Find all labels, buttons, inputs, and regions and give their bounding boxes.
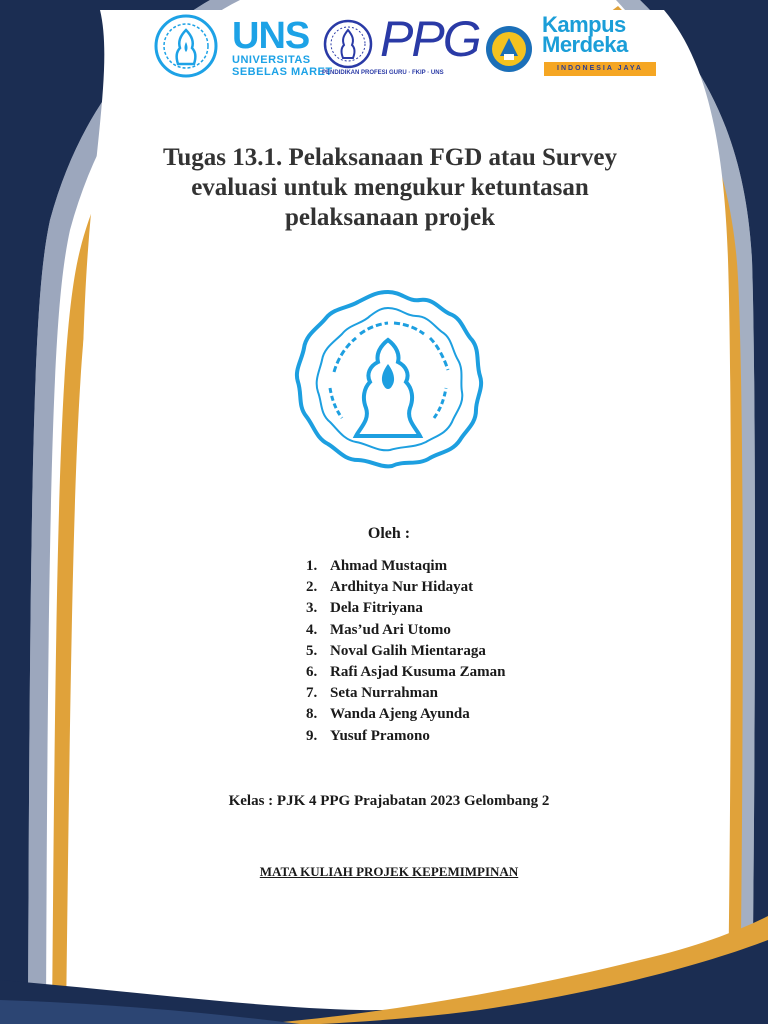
by-label: Oleh : <box>367 525 411 542</box>
list-item: 7. Seta Nurrahman <box>306 683 505 704</box>
title-line: evaluasi untuk mengukur ketuntasan <box>191 174 589 201</box>
kampus-merdeka-line1: Kampus <box>542 12 626 37</box>
member-list <box>306 556 505 747</box>
list-item: 5. Noval Galih Mientaraga <box>306 641 505 662</box>
kampus-merdeka-band: INDONESIA JAYA <box>544 62 656 76</box>
list-item: 6. Rafi Asjad Kusuma Zaman <box>306 662 505 683</box>
list-item: 9. Yusuf Pramono <box>306 726 505 747</box>
document-title <box>110 143 670 233</box>
uns-wordmark: UNS <box>232 15 310 57</box>
kampus-merdeka-line2: Merdeka <box>542 32 628 57</box>
ppg-seal-icon <box>322 18 374 70</box>
title-line: pelaksanaan projek <box>284 204 495 231</box>
university-seal-icon <box>290 288 486 470</box>
uns-subtitle: UNIVERSITAS SEBELAS MARET <box>232 54 333 78</box>
member-name: Yusuf Pramono <box>330 727 430 744</box>
class-info: Kelas : PJK 4 PPG Prajabatan 2023 Gelombang 2 <box>228 793 550 809</box>
member-name: Seta Nurrahman <box>330 685 438 702</box>
member-name: Rafi Asjad Kusuma Zaman <box>330 664 506 681</box>
kemendikbud-logo-icon <box>484 24 534 74</box>
member-name: Dela Fitriyana <box>330 600 423 617</box>
member-name: Ardhitya Nur Hidayat <box>330 579 474 596</box>
course-name: MATA KULIAH PROJEK KEPEMIMPINAN <box>259 864 519 879</box>
list-item: 4. Mas’ud Ari Utomo <box>306 620 505 641</box>
member-name: Ahmad Mustaqim <box>330 558 448 574</box>
title-line: Tugas 13.1. Pelaksanaan FGD atau Survey <box>162 144 618 171</box>
uns-seal-icon <box>144 12 228 80</box>
header-logo-strip <box>144 10 642 82</box>
member-name: Mas’ud Ari Utomo <box>330 621 451 638</box>
ppg-subtitle: PENDIDIKAN PROFESI GURU · FKIP · UNS <box>322 70 444 76</box>
list-item: 1. Ahmad Mustaqim <box>306 556 505 577</box>
ppg-wordmark: PPG <box>380 11 480 67</box>
list-item: 2. Ardhitya Nur Hidayat <box>306 577 505 598</box>
member-name: Wanda Ajeng Ayunda <box>330 706 470 723</box>
member-name: Noval Galih Mientaraga <box>330 642 486 659</box>
list-item: 8. Wanda Ajeng Ayunda <box>306 704 505 725</box>
list-item: 3. Dela Fitriyana <box>306 598 505 619</box>
